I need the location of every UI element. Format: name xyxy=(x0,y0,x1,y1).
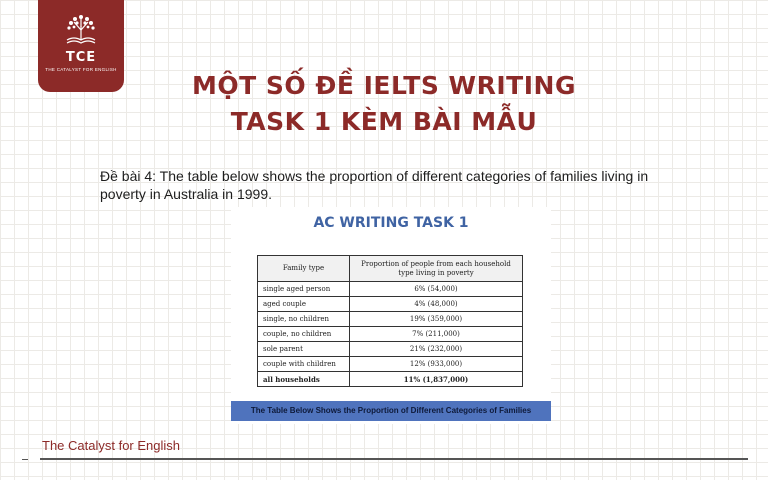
footer-brand: The Catalyst for English xyxy=(42,438,181,453)
proportion-cell: 7% (211,000) xyxy=(350,327,523,342)
proportion-cell: 21% (232,000) xyxy=(350,342,523,357)
table-row xyxy=(258,297,523,312)
task-figure xyxy=(231,207,551,424)
tree-book-icon xyxy=(63,12,99,46)
figure-caption: The Table Below Shows the Proportion of Different Categories of Families xyxy=(231,401,551,421)
family-type-cell: all households xyxy=(258,372,350,387)
column-header-family-type: Family type xyxy=(258,256,350,282)
poverty-table xyxy=(257,255,523,387)
footer-rule xyxy=(40,458,748,460)
table-header-row xyxy=(258,256,523,282)
page-title xyxy=(0,68,768,140)
table-row xyxy=(258,327,523,342)
proportion-cell: 19% (359,000) xyxy=(350,312,523,327)
proportion-cell: 12% (933,000) xyxy=(350,357,523,372)
family-type-cell: single aged person xyxy=(258,282,350,297)
footer-rule-stub xyxy=(22,459,28,460)
table-row xyxy=(258,357,523,372)
proportion-cell: 6% (54,000) xyxy=(350,282,523,297)
table-row-total xyxy=(258,372,523,387)
family-type-cell: single, no children xyxy=(258,312,350,327)
family-type-cell: couple with children xyxy=(258,357,350,372)
proportion-cell: 11% (1,837,000) xyxy=(350,372,523,387)
proportion-cell: 4% (48,000) xyxy=(350,297,523,312)
logo-tagline: THE CATALYST FOR ENGLISH xyxy=(45,67,117,72)
table-row xyxy=(258,282,523,297)
question-text: Đề bài 4: The table below shows the proportion of different categories of families living in poverty in Australia in 1999. xyxy=(100,168,649,202)
table-row xyxy=(258,342,523,357)
column-header-proportion: Proportion of people from each household type living in poverty xyxy=(350,256,523,282)
family-type-cell: aged couple xyxy=(258,297,350,312)
title-line-1: MỘT SỐ ĐỀ IELTS WRITING xyxy=(192,71,576,100)
family-type-cell: couple, no children xyxy=(258,327,350,342)
logo-mark: TCE xyxy=(65,50,97,65)
family-type-cell: sole parent xyxy=(258,342,350,357)
figure-heading: AC WRITING TASK 1 xyxy=(313,215,469,231)
table-row xyxy=(258,312,523,327)
title-line-2: TASK 1 KÈM BÀI MẪU xyxy=(230,107,538,136)
